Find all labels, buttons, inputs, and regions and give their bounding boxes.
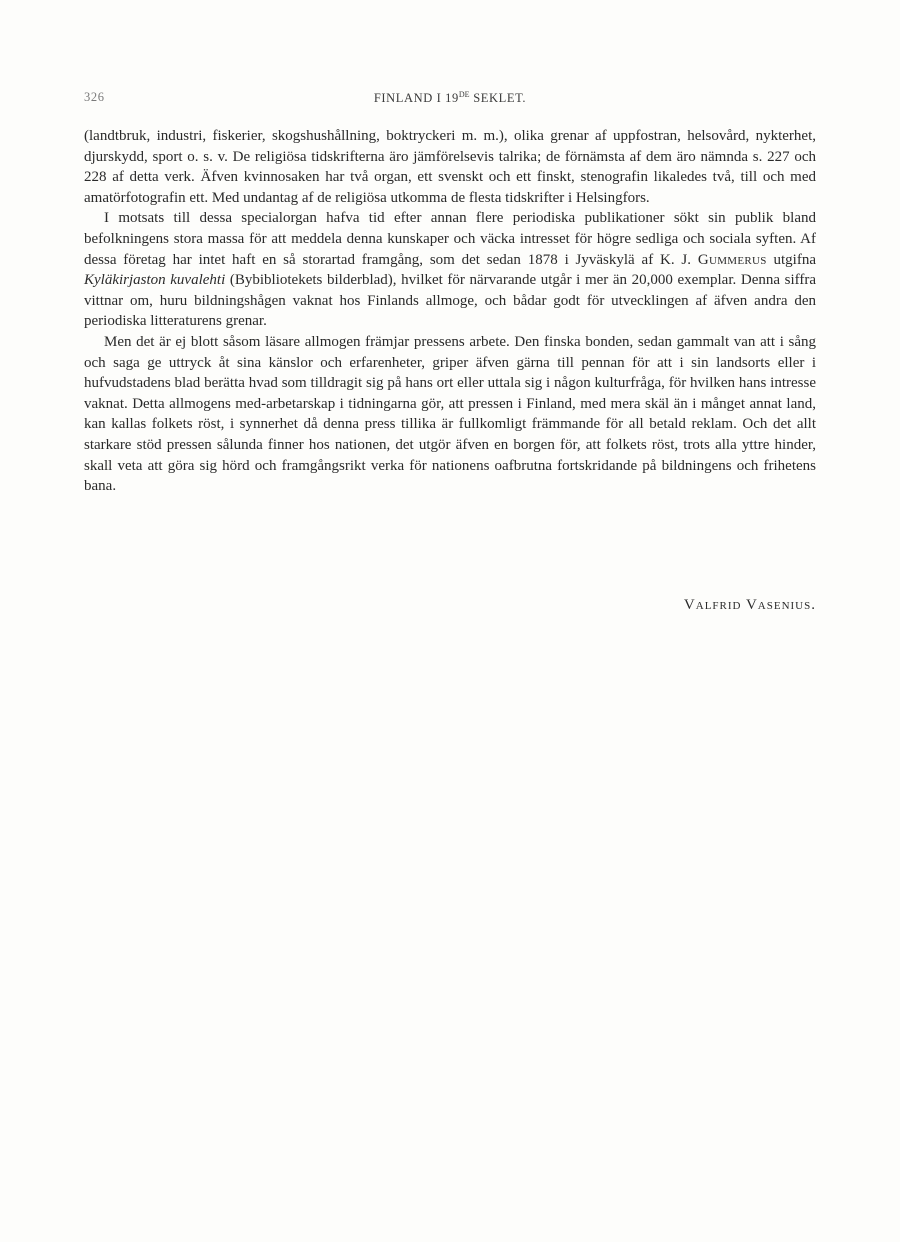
body-text [84,126,816,497]
running-title [84,90,816,106]
paragraph-3: Men det är ej blott såsom läsare allmogen främjar pressens arbete. Den finska bonden, sedan gammalt van att i sång och saga ge uttryck åt sina känslor och erfarenheter, griper äfven gärna till pennan för att i sin landsorts eller i hufvudstadens blad berätta hvad som tilldragit sig på hans ort eller uttala sig i någon kulturfråga, för hvilken hans intresse vaknat. Detta allmogens med-arbetarskap i tidningarna gör, att pressen i Finland, med mera skäl än i månget annat land, kan kallas folkets röst, i synnerhet då denna press tillika är fullkomligt främmande för all betald reklam. Och det allt starkare stöd pressen sålunda finner hos nationen, det utgör äfven en borgen för, att folkets röst, trots alla yttre hinder, skall veta att göra sig hörd och framgångsrikt verka för nationens oafbrutna fortskridande på bildningens och frihetens bana. [84,333,816,495]
paragraph-2-part-b: utgifna [766,251,816,268]
paragraph-2-part-c: (Bybibliotekets bilderblad), hvilket för närvarande utgår i mer än 20,000 exemplar. Denna siffra vittnar om, huru bildningshågen vaknat hos Finlands allmoge, och bådar godt för utvecklingen af äfven andra den periodiska litteraturens grenar. [84,272,817,330]
paragraph-2-part-a: I motsats till dessa specialorgan hafva tid efter annan flere periodiska publikationer sökt sin publik bland befolkningens stora massa för att meddela denna kunskaper och väcka intresset för högre sedliga och sociala syften. Af dessa företag har intet haft en så storartad framgång, som det sedan 1878 i Jyväskylä af K. J. [84,210,816,268]
running-title-main: FINLAND I 19 [373,91,459,105]
running-head [84,90,816,108]
periodical-title: Kyläkirjaston kuvalehti [84,272,226,289]
running-title-superscript: DE [458,90,470,99]
running-title-tail: SEKLET. [469,91,527,105]
paragraph-1: (landtbruk, industri, fiskerier, skogshushållning, boktryckeri m. m.), olika grenar af uppfostran, helsovård, nykterhet, djurskydd, sport o. s. v. De religiösa tidskrifterna äro jämförelsevis talrika; de förnämsta af dem äro nämnda s. 227 och 228 af detta verk. Äfven kvinnosaken har två organ, ett svenskt och ett finskt, stenografin likaledes två, till och med amatörfotografin ett. Med undantag af de religiösa utkomma de flesta tidskrifter i Helsingfors. [84,128,816,206]
paragraph-2 [84,208,816,332]
author-signature: Valfrid Vasenius. [683,597,816,613]
page-number: 326 [84,90,105,104]
author-name-gummerus: Gummerus [697,251,767,268]
